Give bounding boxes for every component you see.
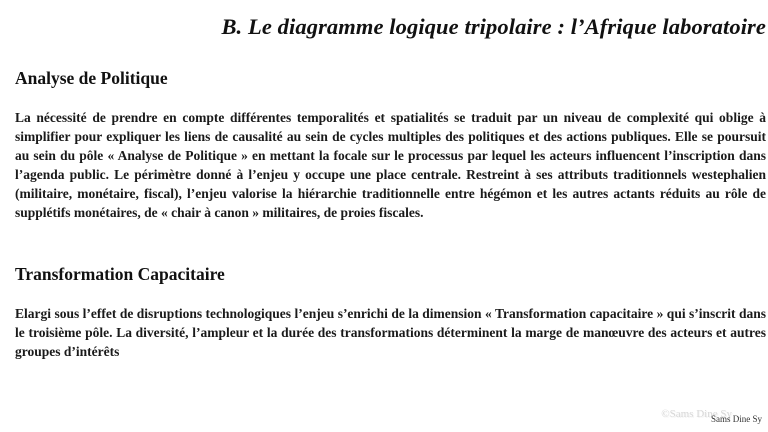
slide-title: B. Le diagramme logique tripolaire : l’Afrique laboratoire [221, 14, 766, 39]
author-signature: Sams Dine Sy [710, 414, 762, 424]
section-body-transformation-capacitaire: Elargi sous l’effet de disruptions technologiques l’enjeu s’enrichi de la dimension « Transformation capacitaire » qui s’inscrit dans le troisième pôle. La diversité, l’ampleur et la durée des transformations déterminent la marge de manœuvre des acteurs et autres groupes d’intérêts [15, 306, 766, 360]
section-heading-transformation-capacitaire: Transformation Capacitaire [15, 264, 225, 284]
section-heading-analyse-de-politique: Analyse de Politique [15, 68, 168, 88]
copyright-watermark: ©Sams Dine Sy [661, 408, 732, 420]
section-body-analyse-de-politique: La nécessité de prendre en compte différentes temporalités et spatialités se traduit par un niveau de complexité qui oblige à simplifier pour expliquer les liens de causalité au sein de cycles multiples des politiques et des actions publiques. Elle se poursuit au sein du pôle « Analyse de Politique » en mettant la focale sur le processus par lequel les acteurs influencent l’inscription dans l’agenda public. Le périmètre donné à l’enjeu y occupe une place centrale. Restreint à ses attributs traditionnels westephalien (militaire, monétaire, fiscal), l’enjeu valorise la hiérarchie traditionnelle entre hégémon et les autres actants réduits au rôle de supplétifs monétaires, de « chair à canon » militaires, de proies fiscales. [15, 110, 766, 221]
